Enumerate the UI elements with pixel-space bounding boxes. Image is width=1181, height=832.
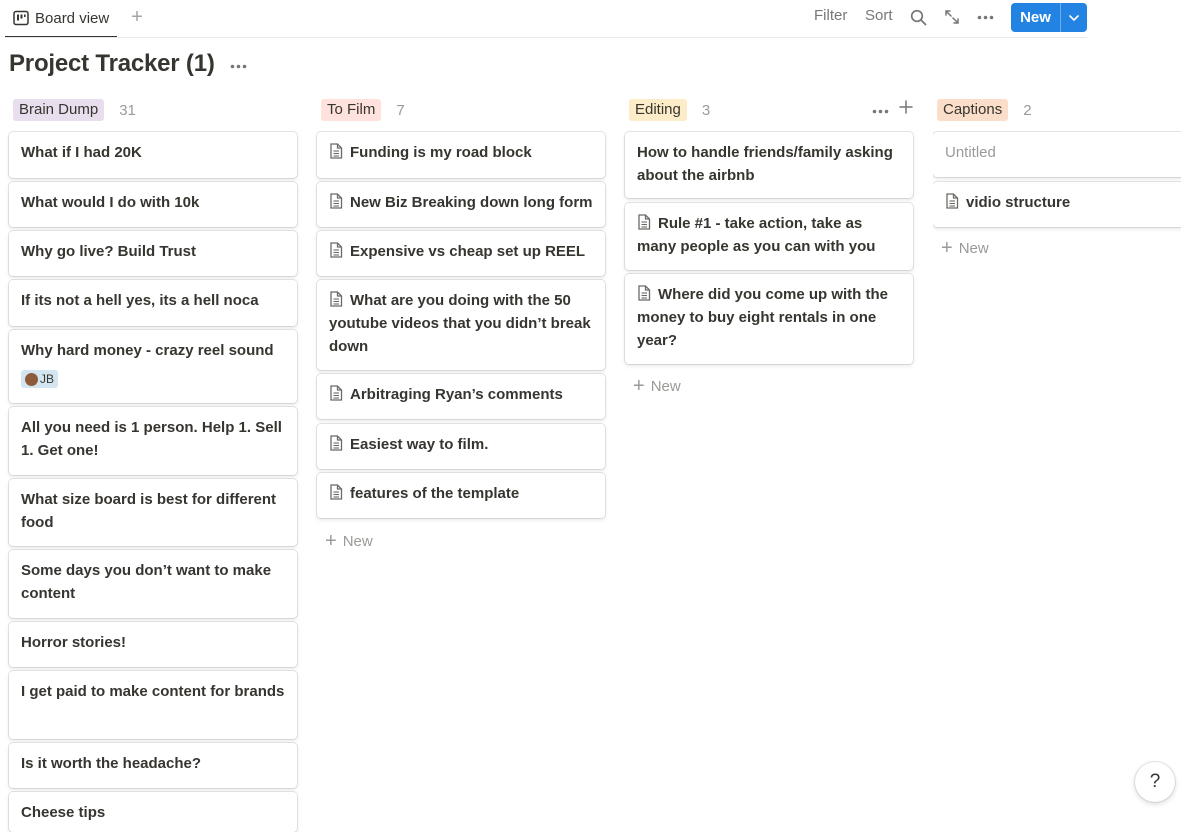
document-icon <box>637 285 652 301</box>
new-button[interactable]: New <box>1020 9 1051 26</box>
card-title: vidio structure <box>966 194 1071 211</box>
tab-board-view-label: Board view <box>35 9 110 27</box>
card-title: If its not a hell yes, its a hell noca <box>21 292 259 309</box>
card[interactable] <box>317 473 605 518</box>
column-count: 2 <box>1023 101 1032 119</box>
document-icon <box>329 193 344 209</box>
card-title: features of the template <box>350 485 520 502</box>
card-title: Horror stories! <box>21 634 127 651</box>
add-card-label: New <box>650 377 681 395</box>
card-title: What if I had 20K <box>21 144 142 161</box>
page-more-icon[interactable] <box>227 58 249 74</box>
more-icon[interactable] <box>975 7 995 27</box>
card[interactable] <box>317 231 605 276</box>
column-brain-dump <box>9 98 297 821</box>
column-to-film <box>317 98 605 552</box>
card[interactable] <box>9 280 297 326</box>
person-tag <box>21 370 58 388</box>
column-add-icon[interactable] <box>899 100 913 119</box>
card[interactable] <box>625 132 913 198</box>
plus-icon: + <box>633 375 645 397</box>
board-icon <box>13 10 29 26</box>
top-bar <box>0 0 1181 38</box>
card-title: Cheese tips <box>21 804 106 821</box>
add-card-button[interactable] <box>941 238 989 258</box>
card-title: Easiest way to film. <box>350 436 489 453</box>
card[interactable] <box>9 330 297 403</box>
card-title: What size board is best for different food <box>21 491 277 531</box>
card-title: Rule #1 - take action, take as many people as you can with you <box>637 215 876 255</box>
document-icon <box>329 435 344 451</box>
plus-icon: + <box>941 237 953 259</box>
add-card-button[interactable] <box>633 376 681 396</box>
column-header <box>933 98 1181 122</box>
column-count: 7 <box>396 101 405 119</box>
document-icon <box>329 484 344 500</box>
column-count: 31 <box>119 101 136 119</box>
document-icon <box>329 242 344 258</box>
card[interactable] <box>9 407 297 475</box>
column-header <box>625 98 913 122</box>
card[interactable] <box>9 792 297 832</box>
card[interactable] <box>317 374 605 419</box>
column-header <box>9 98 297 122</box>
column-status-pill[interactable]: Brain Dump <box>13 99 104 121</box>
sort-button[interactable]: Sort <box>865 7 893 24</box>
card[interactable] <box>317 132 605 178</box>
card-title: Funding is my road block <box>350 144 532 161</box>
page-title[interactable]: Project Tracker (1) <box>9 50 215 77</box>
add-view-icon[interactable]: + <box>131 5 143 28</box>
card-title: Expensive vs cheap set up REEL <box>350 243 586 260</box>
card-title: Why go live? Build Trust <box>21 243 197 260</box>
column-actions <box>872 100 913 119</box>
search-icon[interactable] <box>908 7 928 27</box>
card[interactable] <box>9 182 297 227</box>
card-title: What are you doing with the 50 youtube videos that you didn’t break down <box>329 292 591 355</box>
card[interactable] <box>9 479 297 546</box>
card[interactable] <box>933 132 1181 177</box>
add-card-label: New <box>342 532 373 550</box>
column-count: 3 <box>701 101 711 119</box>
card-title: Why hard money - crazy reel sound <box>21 342 274 359</box>
card[interactable] <box>933 182 1181 227</box>
column-status-pill[interactable]: Captions <box>937 99 1008 121</box>
column-status-pill[interactable]: To Film <box>321 99 381 121</box>
tab-board-view[interactable] <box>5 0 117 38</box>
avatar <box>25 373 38 386</box>
add-card-button[interactable] <box>325 531 373 551</box>
card-title: I get paid to make content for brands <box>21 683 285 700</box>
card-title: Where did you come up with the money to buy eight rentals in one year? <box>637 286 889 349</box>
document-icon <box>637 214 652 230</box>
card-title: How to handle friends/family asking about the airbnb <box>637 144 893 184</box>
card[interactable] <box>9 743 297 788</box>
card[interactable] <box>9 671 297 739</box>
chevron-down-icon[interactable] <box>1061 3 1087 32</box>
card[interactable] <box>625 203 913 270</box>
card-title: Untitled <box>945 144 996 161</box>
plus-icon: + <box>325 530 337 552</box>
card[interactable] <box>625 274 913 364</box>
card[interactable] <box>317 280 605 370</box>
topbar-divider <box>5 37 1087 38</box>
column-captions <box>933 98 1181 298</box>
card-title: New Biz Breaking down long form <box>350 194 593 211</box>
card-title: Some days you don’t want to make content <box>21 562 272 602</box>
document-icon <box>329 385 344 401</box>
card-title: Is it worth the headache? <box>21 755 202 772</box>
card-title: All you need is 1 person. Help 1. Sell 1. Get one! <box>21 419 282 459</box>
column-header <box>317 98 605 122</box>
column-status-pill[interactable]: Editing <box>629 99 687 121</box>
column-more-icon[interactable] <box>872 101 889 119</box>
help-button[interactable]: ? <box>1135 762 1175 802</box>
column-editing <box>625 98 913 397</box>
card[interactable] <box>9 132 297 178</box>
document-icon <box>945 193 960 209</box>
card-title: Arbitraging Ryan’s comments <box>350 386 563 403</box>
new-button-group <box>1011 3 1087 32</box>
person-tag-label: JB <box>40 371 55 386</box>
filter-button[interactable]: Filter <box>814 7 848 24</box>
card[interactable] <box>317 424 605 469</box>
card[interactable] <box>9 231 297 276</box>
card[interactable] <box>317 182 605 227</box>
add-card-label: New <box>958 239 989 257</box>
document-icon <box>329 291 344 307</box>
card-title: What would I do with 10k <box>21 194 200 211</box>
document-icon <box>329 143 344 159</box>
expand-icon[interactable] <box>942 7 962 27</box>
card[interactable] <box>9 550 297 618</box>
card[interactable] <box>9 622 297 667</box>
